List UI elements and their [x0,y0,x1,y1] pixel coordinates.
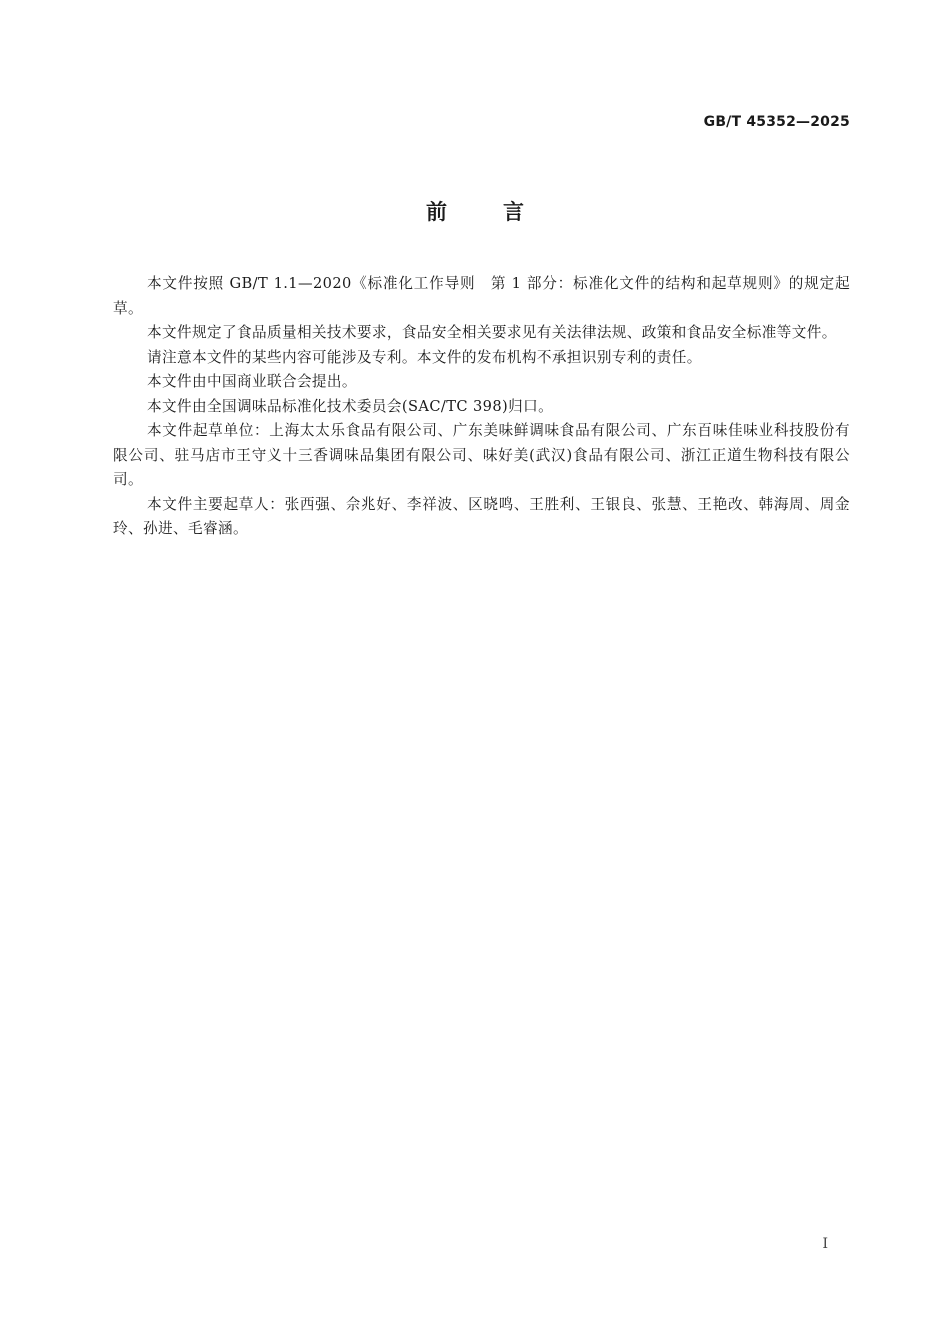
document-code: GB/T 45352—2025 [703,114,850,130]
page-title: 前言 [426,200,580,224]
preface-body [113,272,850,542]
paragraph-drafting-rules: 本文件按照 GB/T 1.1—2020《标准化工作导则 第 1 部分：标准化文件的结构和起草规则》的规定起草。 [113,275,850,317]
paragraph-drafters: 本文件主要起草人：张西强、佘兆好、李祥波、区晓鸣、王胜利、王银良、张慧、王艳改、韩海周、周金玲、孙进、毛睿涵。 [113,495,850,537]
paragraph-scope: 本文件规定了食品质量相关技术要求，食品安全相关要求见有关法律法规、政策和食品安全标准等文件。 [147,324,837,341]
paragraph-technical-committee: 本文件由全国调味品标准化技术委员会(SAC/TC 398)归口。 [147,397,554,415]
paragraph-patent-notice: 请注意本文件的某些内容可能涉及专利。本文件的发布机构不承担识别专利的责任。 [147,348,702,366]
page-number: I [822,1236,828,1252]
paragraph-proposer: 本文件由中国商业联合会提出。 [147,373,357,390]
paragraph-drafting-organizations: 本文件起草单位：上海太太乐食品有限公司、广东美味鲜调味食品有限公司、广东百味佳味业科技股份有限公司、驻马店市王守义十三香调味品集团有限公司、味好美(武汉)食品有限公司、浙江正道生物科技有限公司。 [113,422,850,488]
